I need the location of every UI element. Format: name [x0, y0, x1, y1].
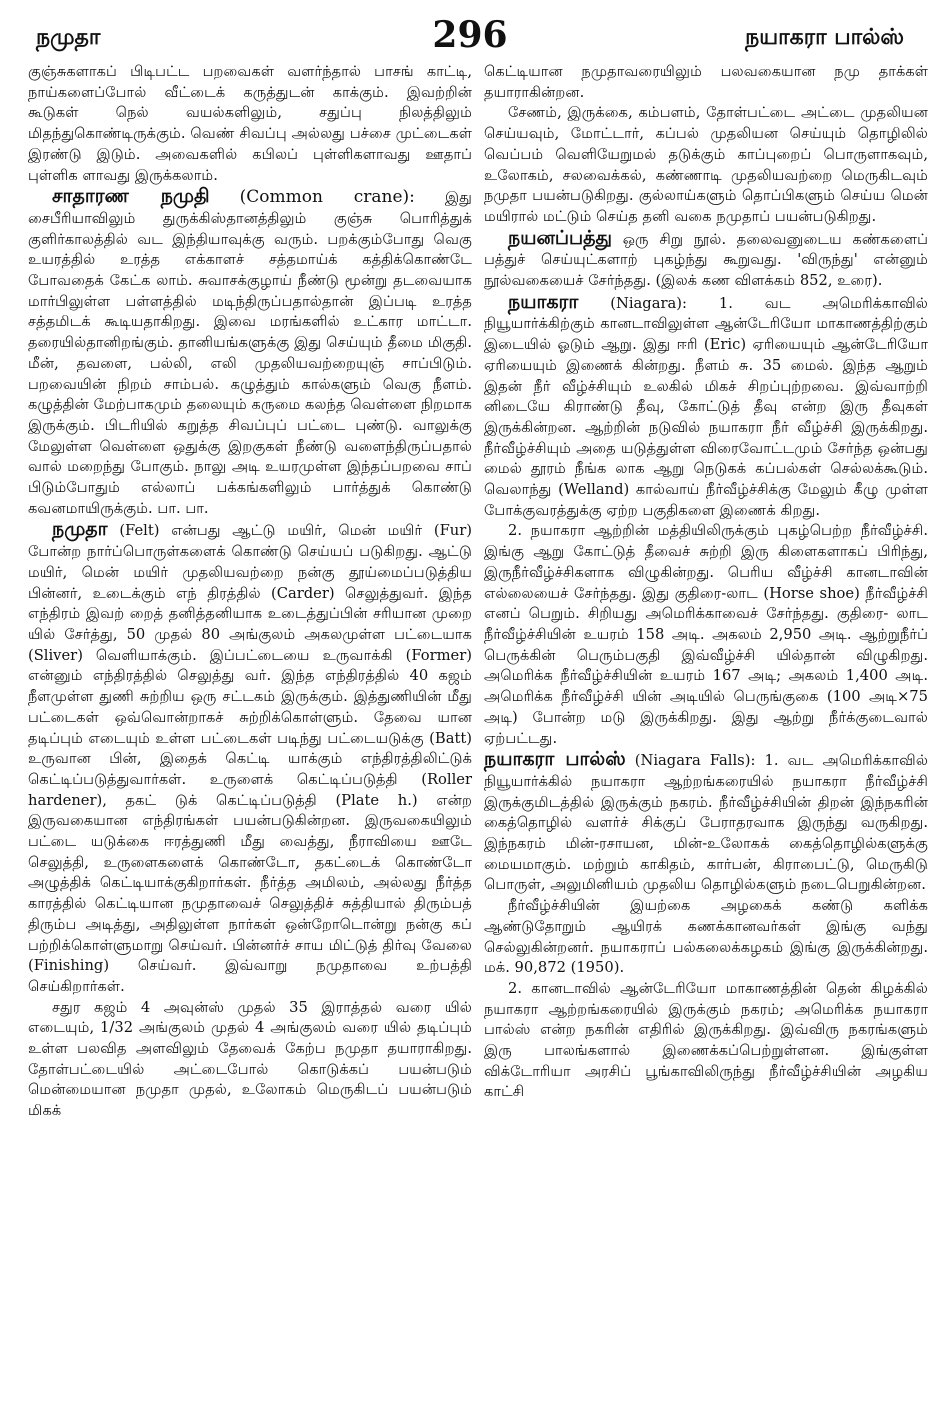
right-column	[484, 62, 928, 1103]
entry-text: ஒரு சிறு நூல். தலைவனுடைய கண்களைப் பத்துச் செய்யுட்களாற் புகழ்ந்து கூறுவது. 'விருந்து' என்னும் நூல்வகையைச் சேர்ந்தது. (இலக் கண விளக்கம் 852, உரை).	[484, 230, 928, 290]
header-right-word: நயாகரா பால்ஸ்	[745, 24, 904, 50]
paragraph: சதுர கஜம் 4 அவுன்ஸ் முதல் 35 இராத்தல் வரை யில் எடையும், 1/32 அங்குலம் முதல் 4 அங்குலம் வரை யில் தடிப்பும் உள்ள பலவித அளவிலும் தேவைக் கேற்ப நமுதா தயாராகிறது. தோள்பட்டையில் அட்டைபோல் கொடுக்கப் பயன்படும் மென்மையான நமுதா முதல், உலோகம் மெருகிடப் பயன்படும் மிகக்	[28, 998, 472, 1120]
entry-text: இது சைபீரியாவிலும் துருக்கிஸ்தானத்திலும் குஞ்சு பொரித்துக் குளிர்காலத்தில் வட இந்தியாவுக்கு வரும். பறக்கும்போது வெகு உயரத்தில் உரத்த எக்காளச் சத்தமாய்க் கத்திக்கொண்டே போவதைக் கேட்க லாம். சுவாசக்குழாய் நீண்டு மூன்று தடவையாக மார்பிலுள்ள பள்ளத்தில் மடிந்திருப்பதால்தான் இப்படி உரத்த சத்தமிடக் கூடியதாகிறது. இவை மரங்களில் உட்கார மாட்டா. தரையில்தானிறங்கும். தானியங்களுக்கு இது செய்யும் தீமை மிகுதி. மீன், தவளை, பல்லி, எலி முதலியவற்றையுஞ் சாப்பிடும். பறவையின் நிறம் சாம்பல். கழுத்தும் கால்களும் வெகு நீளம். கழுத்தின் மேற்பாகமும் தலையும் கருமை கலந்த வெள்ளை நிறமாக இருக்கும். பிடரியில் கறுத்த சிவப்புப் பட்டை புண்டு. வாலுக்கு மேலுள்ள வெள்ளை ஒதுக்கு இறகுகள் நீண்டு வளைந்திருப்பதால் வால் மறைந்து போகும். நாலு அடி உயரமுள்ள இந்தப்பறவை சாப் பிடும்போதும் எல்லாப் பக்கங்களிலும் பார்த்துக் கொண்டு கவனமாயிருக்கும். பா. பா.	[28, 189, 473, 517]
paragraph: 2. கானடாவில் ஆன்டேரியோ மாகாணத்தின் தென் கிழக்கில் நயாகரா ஆற்றங்கரையில் இருக்கும் நகரம்; அமெரிக்க நயாகரா பால்ஸ் என்ற நகரின் எதிரில் இருக்கிறது. இவ்விரு நகரங்களும் இரு பாலங்களால் இணைக்கப்பெற்றுள்ளன. இங்குள்ள விக்டோரியா அரசிப் பூங்காவிலிருந்து நீர்வீழ்ச்சியின் அழகிய காட்சி	[484, 979, 928, 1101]
header-left-word: நமுதா	[36, 24, 101, 50]
paragraph: குஞ்சுகளாகப் பிடிபட்ட பறவைகள் வளர்ந்தால் பாசங் காட்டி, நாய்களைப்போல் வீட்டைக் கருத்துடன் காக்கும். இவற்றின் கூடுகள் நெல் வயல்களிலும், சதுப்பு நிலத்திலும் மிதந்துகொண்டிருக்கும். வெண் சிவப்பு அல்லது பச்சை முட்டைகள் இரண்டு இடும். அவைகளில் கபிலப் புள்ளிகளாவது ஊதாப் புள்ளிக ளாவது இருக்கலாம்.	[28, 63, 472, 184]
entry-text: (Niagara): 1. வட அமெரிக்காவில் நியூயார்க்கிற்கும் கானடாவிலுள்ள ஆன்டேரியோ மாகாணத்திற்கும் இடையில் ஓடும் ஆறு. இது ஈரி (Eric) ஏரியையும் ஆன்டேரியோ ஏரியையும் இணைக் கின்றது. நீளம் சு. 35 மைல். இந்த ஆறும் இதன் நீர் வீழ்ச்சியும் உலகில் மிகச் சிறப்புற்றவை. இவ்வாற்றி னிடையே கிராண்டு தீவு, கோட்டுத் தீவு என்ற இரு தீவுகள் இருக்கின்றன. ஆற்றின் நடுவில் நயாகரா நீர் வீழ்ச்சி இருக்கிறது. நீர்வீழ்ச்சியும் அதை யடுத்துள்ள விரைவோட்டமும் சேர்ந்த ஒன்பது மைல் தூரம் நீங்க லாக ஆறு நெடுகக் கப்பல்கள் செல்லக்கூடும். வெலாந்து (Welland) கால்வாய் நீர்வீழ்ச்சிக்கு மேலும் கீழு முள்ள போக்குவரத்துக்கு ஏற்ற பகுதிகளை இணைக் கிறது.	[484, 294, 928, 519]
paragraph: கெட்டியான நமுதாவரையிலும் பலவகையான நமு தாக்கள் தயாராகின்றன.	[484, 63, 928, 101]
entry-common-crane	[28, 186, 472, 519]
entry-latin: (Common crane):	[239, 187, 415, 208]
entry-headword: நயாகரா பால்ஸ்	[484, 748, 626, 771]
entry-felt	[28, 519, 472, 997]
entry-headword: நமுதா	[52, 518, 108, 541]
paragraph: 2. நயாகரா ஆற்றின் மத்தியிலிருக்கும் புகழ்பெற்ற நீர்வீழ்ச்சி. இங்கு ஆறு கோட்டுத் தீவைச் சுற்றி இரு கிளைகளாகப் பிரிந்து, இருநீர்வீழ்ச்சிகளாக விழுகின்றது. பெரிய வீழ்ச்சி கானடாவின் எல்லையைச் சேர்ந்தது. இது குதிரை-லாட (Horse shoe) நீர்வீழ்ச்சி எனப் பெறும். சிறியது அமெரிக்காவைச் சேர்ந்தது. குதிரை- லாட நீர்வீழ்ச்சியின் உயரம் 158 அடி. அகலம் 2,950 அடி. ஆற்றுநீர்ப் பெருக்கின் பெரும்பகுதி இவ்வீழ்ச்சி யில்தான் விழுகிறது. அமெரிக்க நீர்வீழ்ச்சியின் உயரம் 167 அடி; அகலம் 1,400 அடி. அமெரிக்க நீர்வீழ்ச்சி யின் அடியில் பெருங்குகை (100 அடி×75 அடி) போன்ற மடு இருக்கிறது. இது ஆற்று நீர்க்குடைவால் ஏற்பட்டது.	[484, 522, 928, 747]
entry-headword: நயனப்பத்து	[508, 226, 613, 249]
page-number: 296	[432, 14, 508, 56]
entry-headword: சாதாரண நமுதி	[52, 185, 210, 208]
paragraph: நீர்வீழ்ச்சியின் இயற்கை அழகைக் கண்டு களிக்க ஆண்டுதோறும் ஆயிரக் கணக்கானவர்கள் இங்கு வந்து செல்லுகின்றனர். நயாகராப் பல்கலைக்கழகம் இங்கு இருக்கின்றது. மக். 90,872 (1950).	[484, 897, 928, 977]
left-column	[28, 62, 472, 1122]
entry-headword: நயாகரா	[508, 290, 579, 313]
entry-niagara-falls	[484, 749, 928, 896]
entry-niagara	[484, 292, 928, 522]
entry-nayanappathu	[484, 228, 928, 292]
entry-text: (Felt) என்பது ஆட்டு மயிர், மென் மயிர் (Fur) போன்ற நார்ப்பொருள்களைக் கொண்டு செய்யப் படுகிறது. ஆட்டு மயிர், மென் மயிர் முதலியவற்றை நன்கு தூய்மைப்படுத்திய பின்னர், உடைக்கும் எந் திரத்தில் (Carder) செலுத்துவர். இந்த எந்திரம் இவற் றைத் தனித்தனியாக உடைத்துப்பின் சரியான முறை யில் சேர்த்து, 50 முதல் 80 அங்குலம் அகலமுள்ள பட்டையாக (Sliver) வெளியாக்கும். இப்பட்டையை உருவாக்கி (Former) என்னும் எந்திரத்தில் செலுத்து வர். இந்த எந்திரத்தில் 40 கஜம் நீளமுள்ள துணி சுற்றிய ஒரு சட்டகம் இருக்கும். இத்துணியின் மீது பட்டைகள் ஒவ்வொன்றாகச் சுற்றிக்கொள்ளும். தேவை யான தடிப்பும் எடையும் உள்ள பட்டைகள் படிந்து பட்டையடுக்கு (Batt) உருவான பின், இதைக் கெட்டி யாக்கும் எந்திரத்திலிட்டுக் கெட்டிப்படுத்துவார்கள். உருளைக் கெட்டிப்படுத்தி (Roller hardener), தகட் டுக் கெட்டிப்படுத்தி (Plate h.) என்ற இருவகையான எந்திரங்கள் பயன்படுகின்றன. இருவகையிலும் பட்டை யடுக்கை ஈரத்துணி மீது வைத்து, நீராவியை ஊடே செலுத்தி, உருளைகளைக் கொண்டோ, தகட்டைக் கொண்டோ அழுத்திக் கெட்டியாக்குகிறார்கள். நீர்த்த அமிலம், அல்லது நீர்த்த காரத்தில் கெட்டியான நமுதாவைச் செலுத்திச் சுத்தியால் திரும்பத் திரும்ப அடித்து, அதிலுள்ள நார்கள் ஒன்றோடொன்று நன்கு கப் பற்றிக்கொள்ளுமாறு செய்வர். பின்னர்ச் சாய மிட்டுத் திர்வு வேலை (Finishing) செய்வர். இவ்வாறு நமுதாவை உற்பத்தி செய்கிறார்கள்.	[28, 522, 472, 995]
page-header	[36, 10, 904, 60]
paragraph: சேணம், இருக்கை, கம்பளம், தோள்பட்டை அட்டை முதலியன செய்யவும், மோட்டார், கப்பல் முதலியன செய்யும் தொழிலில் வெப்பம் வெளியேறுமல் தடுக்கும் காப்புறைப் பொருளாகவும், உலோகம், சலவைக்கல், கண்ணாடி முதலியவற்றை மெருகிடவும் நமுதா பயன்படுகிறது. குல்லாய்களும் தொப்பிகளும் செய்ய மென் மயிரால் மட்டும் செய்த தனி வகை நமுதாப் பயன்படுகிறது.	[484, 104, 928, 225]
entry-text: (Niagara Falls): 1. வட அமெரிக்காவில் நியூயார்க்கில் நயாகரா ஆற்றங்கரையில் நயாகரா நீர்வீழ்ச்சி இருக்குமிடத்தில் இருக்கும் நகரம். நீர்வீழ்ச்சியின் திறன் இந்நகரின் கைத்தொழில் வளர்ச் சிக்குப் பேராதரவாக இருந்து வருகிறது. இந்நகரம் மின்-ரசாயன, மின்-உலோகக் கைத்தொழில்களுக்கு மையமாகும். மற்றும் காகிதம், கார்பன், கிராபைட்டு, மெருகிடு பொருள், அலுமினியம் முதலிய தொழில்களும் நடைபெறுகின்றன.	[484, 752, 929, 894]
